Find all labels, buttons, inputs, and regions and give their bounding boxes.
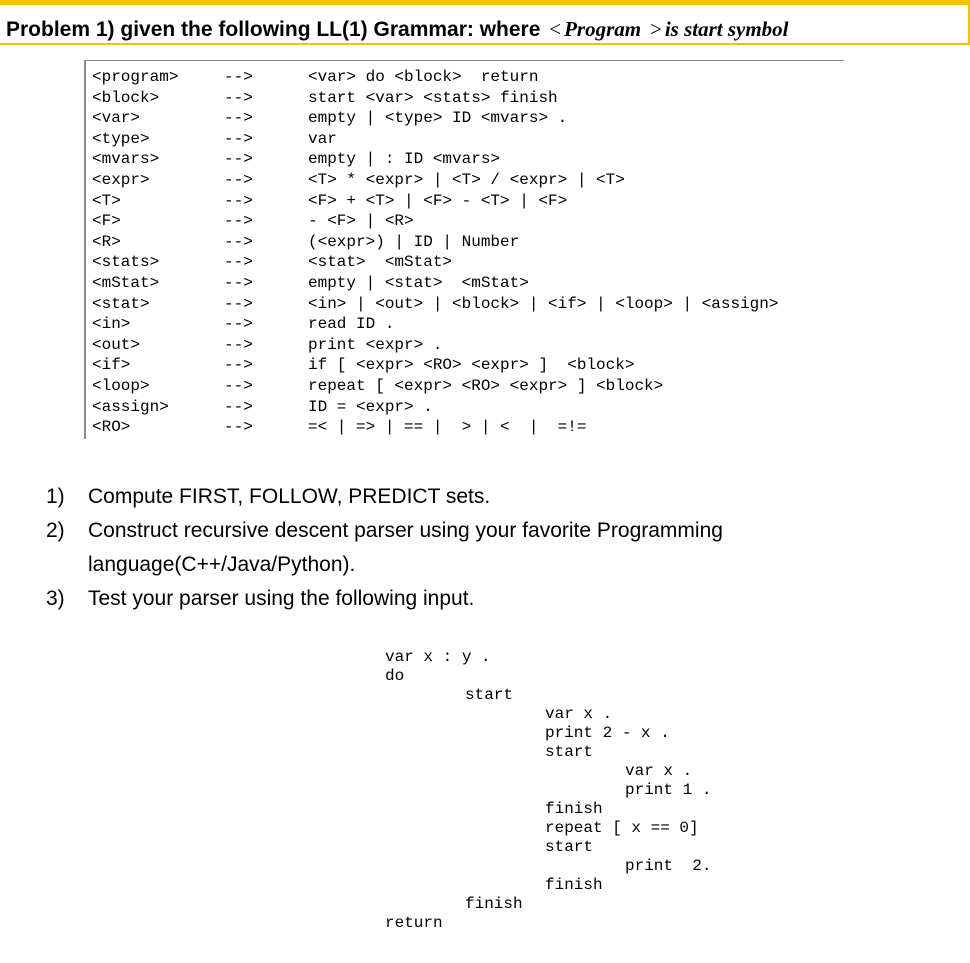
grammar-rule [86, 314, 844, 334]
question-text: Compute FIRST, FOLLOW, PREDICT sets. [88, 485, 491, 508]
title-prefix: Problem 1) given the following LL(1) Grammar: where [6, 18, 541, 41]
rule-rhs: <F> + <T> | <F> - <T> | <F> [308, 191, 568, 210]
code-line: return [385, 914, 443, 932]
rule-lhs: <type> [92, 129, 150, 148]
grammar-rule [86, 129, 844, 149]
code-line: var x . [625, 762, 693, 780]
grammar-rule [86, 191, 844, 211]
rule-rhs: var [308, 129, 337, 148]
rule-lhs: <RO> [92, 418, 131, 437]
rule-arrow: --> [224, 212, 253, 231]
code-line: var x . [545, 705, 613, 723]
rule-lhs: <out> [92, 335, 141, 354]
grammar-table [84, 60, 844, 439]
rule-rhs: <var> do <block> return [308, 68, 539, 86]
rule-lhs: <var> [92, 109, 141, 128]
rule-arrow: --> [224, 191, 253, 210]
title-program: Program [564, 17, 642, 41]
rule-arrow: --> [224, 253, 253, 272]
rule-arrow: --> [224, 377, 253, 395]
rule-lhs: <T> [92, 191, 121, 210]
title-gt: > [649, 17, 662, 41]
question-number: 3) [46, 587, 65, 610]
grammar-rule [86, 252, 844, 272]
rule-lhs: <assign> [92, 397, 169, 416]
rule-arrow: --> [224, 150, 253, 169]
question-text: Test your parser using the following input. [88, 587, 475, 610]
title-lt: < [549, 17, 562, 41]
question-number: 2) [46, 519, 65, 542]
rule-rhs: <in> | <out> | <block> | <if> | <loop> | <assign> [308, 294, 779, 313]
rule-rhs: =< | => | == | > | < | =!= [308, 418, 587, 437]
rule-lhs: <program> [92, 68, 179, 86]
grammar-rule [86, 211, 844, 231]
question-text: language(C++/Java/Python). [88, 553, 356, 576]
rule-lhs: <if> [92, 356, 131, 375]
code-line: finish [545, 876, 603, 894]
grammar-rule [86, 355, 844, 375]
rule-rhs: empty | : ID <mvars> [308, 150, 501, 169]
grammar-rule [86, 232, 844, 252]
rule-arrow: --> [224, 232, 253, 251]
rule-rhs: if [ <expr> <RO> <expr> ] <block> [308, 356, 635, 375]
grammar-rule [86, 67, 844, 87]
grammar-rule [86, 273, 844, 293]
grammar-rule [86, 335, 844, 355]
code-line: print 2. [625, 857, 712, 875]
rule-arrow: --> [224, 88, 253, 107]
test-input-code [380, 640, 720, 940]
rule-lhs: <block> [92, 88, 160, 107]
problem-header [0, 5, 970, 45]
rule-rhs: print <expr> . [308, 335, 443, 354]
rule-lhs: <in> [92, 315, 131, 334]
code-line: repeat [ x == 0] [545, 819, 699, 837]
code-line: var x : y . [385, 648, 491, 666]
question-text: Construct recursive descent parser using your favorite Programming [88, 519, 723, 542]
rule-rhs: read ID . [308, 315, 395, 334]
rule-arrow: --> [224, 397, 253, 416]
grammar-rule [86, 170, 844, 190]
rule-rhs: <stat> <mStat> [308, 253, 453, 272]
rule-rhs: - <F> | <R> [308, 212, 414, 231]
question-number: 1) [46, 485, 65, 508]
grammar-rule [86, 108, 844, 128]
rule-lhs: <stat> [92, 294, 150, 313]
rule-rhs: repeat [ <expr> <RO> <expr> ] <block> [308, 377, 664, 395]
rule-lhs: <R> [92, 232, 121, 251]
rule-lhs: <expr> [92, 171, 150, 189]
rule-rhs: ID = <expr> . [308, 397, 433, 416]
rule-rhs: empty | <type> ID <mvars> . [308, 109, 568, 128]
rule-arrow: --> [224, 274, 253, 292]
grammar-rule [86, 149, 844, 169]
rule-arrow: --> [224, 335, 253, 354]
rule-arrow: --> [224, 418, 253, 437]
code-line: finish [465, 895, 523, 913]
rule-arrow: --> [224, 109, 253, 128]
code-line: start [545, 743, 594, 761]
code-line: print 1 . [625, 781, 712, 799]
rule-rhs: empty | <stat> <mStat> [308, 274, 529, 292]
code-line: start [545, 838, 594, 856]
rule-arrow: --> [224, 356, 253, 375]
rule-lhs: <loop> [92, 377, 150, 395]
rule-lhs: <stats> [92, 253, 160, 272]
grammar-rule [86, 417, 844, 437]
rule-rhs: <T> * <expr> | <T> / <expr> | <T> [308, 171, 625, 189]
grammar-rule [86, 294, 844, 314]
code-line: print 2 - x . [545, 724, 670, 742]
title-suffix: is start symbol [664, 17, 789, 41]
rule-lhs: <mStat> [92, 274, 160, 292]
code-line: finish [545, 800, 603, 818]
rule-rhs: start <var> <stats> finish [308, 88, 558, 107]
rule-arrow: --> [224, 294, 253, 313]
rule-arrow: --> [224, 68, 253, 86]
problem-title [6, 17, 789, 42]
grammar-rule [86, 376, 844, 396]
rule-arrow: --> [224, 315, 253, 334]
grammar-rule [86, 397, 844, 417]
rule-lhs: <mvars> [92, 150, 160, 169]
grammar-rule [86, 88, 844, 108]
rule-arrow: --> [224, 171, 253, 189]
rule-arrow: --> [224, 129, 253, 148]
code-line: do [385, 667, 405, 685]
rule-lhs: <F> [92, 212, 121, 231]
rule-rhs: (<expr>) | ID | Number [308, 232, 520, 251]
code-line: start [465, 686, 514, 704]
